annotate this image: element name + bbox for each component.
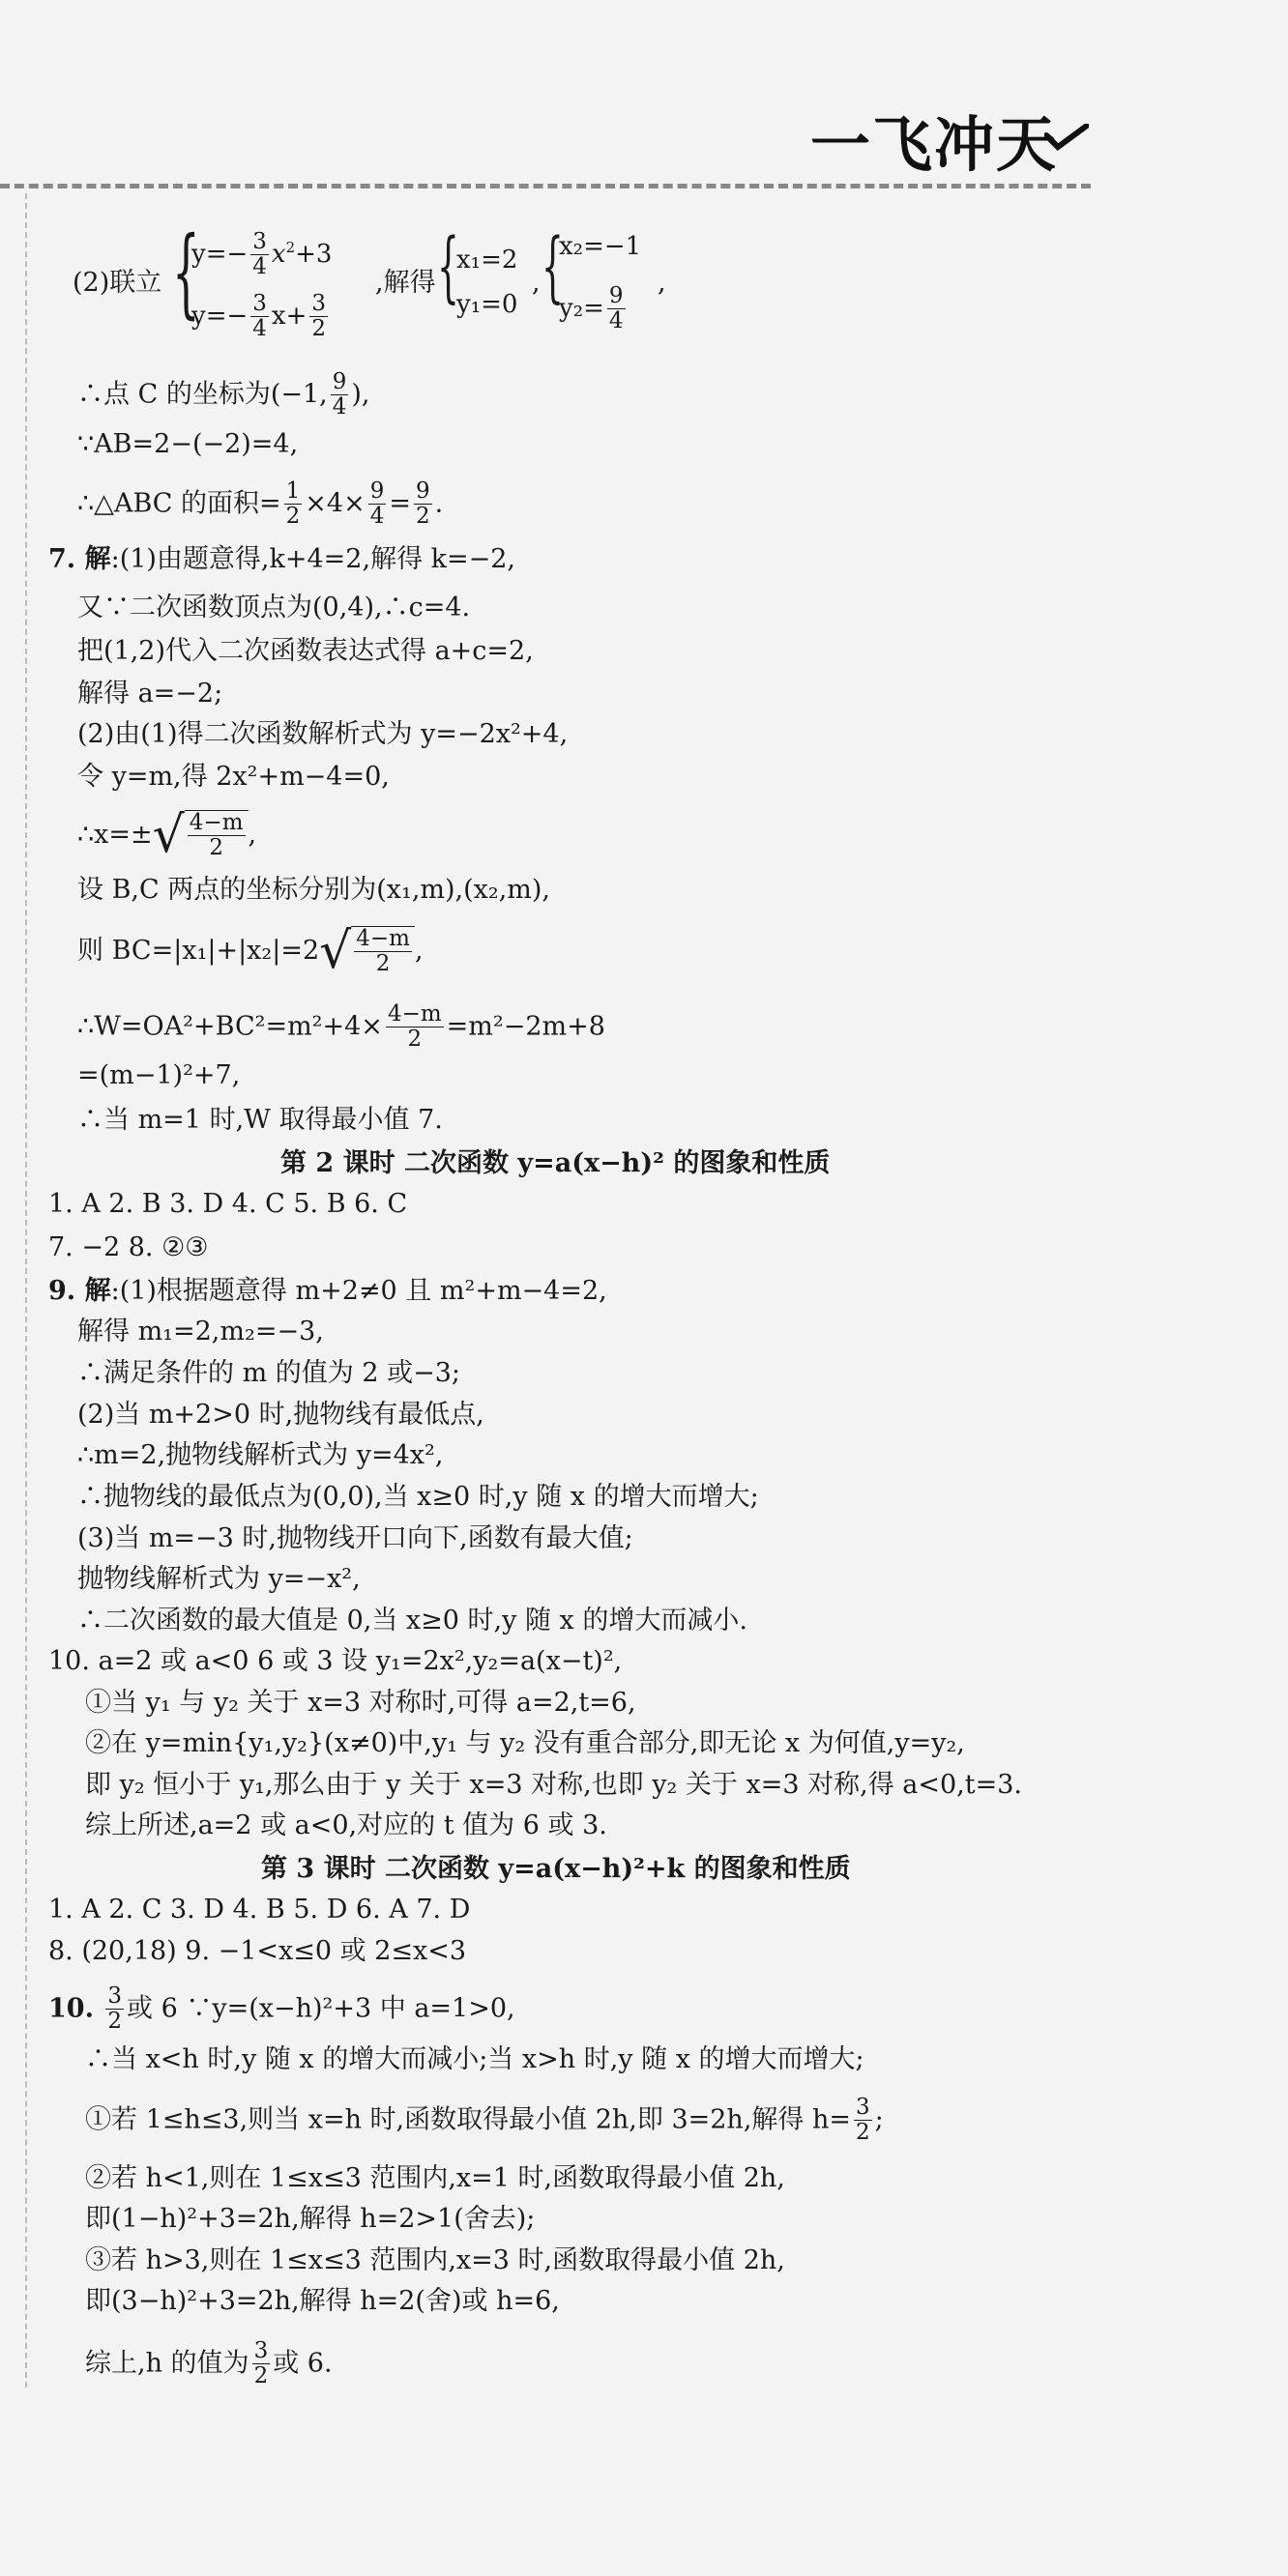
section-2-title: 第 2 课时 二次函数 y=a(x−h)² 的图象和性质 <box>280 1148 831 1178</box>
q7-line-5: (2)由(1)得二次函数解析式为 y=−2x²+4, <box>77 719 569 749</box>
sec3-q10-line-3: ①若 1≤h≤3,则当 x=h 时,函数取得最小值 2h,即 3=2h,解得 h= $\frac{3}{2}$ ; <box>85 2095 884 2146</box>
q7-line-8: 设 B,C 两点的坐标分别为(x₁,m),(x₂,m), <box>77 875 551 905</box>
q10-line-2: ①当 y₁ 与 y₂ 关于 x=3 对称时,可得 a=2,t=6, <box>85 1688 636 1718</box>
sec3-q10-line-4: ②若 h<1,则在 1≤x≤3 范围内,x=1 时,函数取得最小值 2h, <box>85 2163 785 2193</box>
comma: , <box>658 268 666 298</box>
q7-line-7: ∴x=± √ $\frac{4-m}{2}$ , <box>77 806 257 865</box>
section-3-title: 第 3 课时 二次函数 y=a(x−h)²+k 的图象和性质 <box>261 1854 851 1884</box>
q9-line-1: 9. 解:(1)根据题意得 m+2≠0 且 m²+m−4=2, <box>48 1276 607 1306</box>
q7-line-12: ∴当 m=1 时,W 取得最小值 7. <box>77 1105 443 1135</box>
q9-line-6: ∴抛物线的最低点为(0,0),当 x≥0 时,y 随 x 的增大而增大; <box>77 1482 759 1512</box>
solve-text: ,解得 <box>375 268 436 298</box>
header-divider <box>0 184 1091 188</box>
brand-logo: 一飞冲天 <box>810 109 1059 180</box>
q9-line-3: ∴满足条件的 m 的值为 2 或−3; <box>77 1358 461 1388</box>
q9-line-2: 解得 m₁=2,m₂=−3, <box>77 1317 324 1346</box>
q9-line-5: ∴m=2,抛物线解析式为 y=4x², <box>77 1440 444 1470</box>
sec2-answers-1: 1. A 2. B 3. D 4. C 5. B 6. C <box>48 1189 408 1219</box>
sec2-answers-2: 7. −2 8. ②③ <box>48 1232 209 1262</box>
q7-line-10: ∴W=OA²+BC²=m²+4× $\frac{4-m}{2}$ =m²−2m+8 <box>77 1001 605 1053</box>
q10-line-1: 10. a=2 或 a<0 6 或 3 设 y₁=2x²,y₂=a(x−t)², <box>48 1646 623 1676</box>
q7-line-9: 则 BC=|x₁|+|x₂|=2 √ $\frac{4-m}{2}$ , <box>77 922 424 981</box>
q10-line-3: ②在 y=min{y₁,y₂}(x≠0)中,y₁ 与 y₂ 没有重合部分,即无论 x 为何值,y=y₂, <box>85 1728 965 1758</box>
q7-line-3: 把(1,2)代入二次函数表达式得 a+c=2, <box>77 636 534 666</box>
sec3-q10-line-1: 10. $\frac{3}{2}$ 或 6 ∵y=(x−h)²+3 中 a=1>0, <box>48 1983 515 2035</box>
sec3-q10-line-7: 即(3−h)²+3=2h,解得 h=2(舍)或 h=6, <box>85 2286 560 2316</box>
brace-left-1: { <box>172 216 200 329</box>
sec3-q10-line-5: 即(1−h)²+3=2h,解得 h=2>1(舍去); <box>85 2204 536 2234</box>
brace-left-3: { <box>542 221 564 311</box>
q10-line-5: 综上所述,a=2 或 a<0,对应的 t 值为 6 或 3. <box>85 1810 607 1840</box>
q7-line-1: 7. 解:(1)由题意得,k+4=2,解得 k=−2, <box>48 544 516 574</box>
q7-line-2: 又∵二次函数顶点为(0,4),∴c=4. <box>77 593 471 622</box>
sec3-answers-1: 1. A 2. C 3. D 4. B 5. D 6. A 7. D <box>48 1895 471 1925</box>
binding-margin <box>25 193 27 2388</box>
ab-line: ∵AB=2−(−2)=4, <box>77 429 299 459</box>
point-c-line: ∴点 C 的坐标为(−1, $\frac{9}{4}$ ), <box>77 369 370 420</box>
area-line: ∴△ABC 的面积= $\frac{1}{2}$ ×4× $\frac{9}{4}$ = $\frac{9}{2}$ . <box>77 478 444 530</box>
q7-line-4: 解得 a=−2; <box>77 679 223 709</box>
q9-line-8: 抛物线解析式为 y=−x², <box>77 1564 361 1594</box>
system-eq-2: y=− $\frac{3}{4}$ x+ $\frac{3}{2}$ <box>191 291 326 342</box>
q9-line-9: ∴二次函数的最大值是 0,当 x≥0 时,y 随 x 的增大而减小. <box>77 1606 747 1635</box>
comma: , <box>532 268 541 298</box>
brace-left-2: { <box>437 221 459 311</box>
system-eq-1: y=− $\frac{3}{4}$ $x^2+3$ <box>191 229 333 280</box>
q7-line-11: =(m−1)²+7, <box>77 1060 241 1090</box>
sec3-answers-2: 8. (20,18) 9. −1<x≤0 或 2≤x<3 <box>48 1936 467 1966</box>
q10-line-4: 即 y₂ 恒小于 y₁,那么由于 y 关于 x=3 对称,也即 y₂ 关于 x=3 对称,得 a<0,t=3. <box>85 1770 1022 1800</box>
system-label: (2)联立 <box>73 268 162 298</box>
q7-line-6: 令 y=m,得 2x²+m−4=0, <box>77 762 390 792</box>
q9-line-4: (2)当 m+2>0 时,抛物线有最低点, <box>77 1400 484 1430</box>
sec3-q10-line-8: 综上,h 的值为 $\frac{3}{2}$ 或 6. <box>85 2338 333 2389</box>
solution-2-x: x₂=−1 <box>559 232 642 261</box>
solution-1-x: x₁=2 <box>456 246 518 275</box>
sec3-q10-line-2: ∴当 x<h 时,y 随 x 的增大而减小;当 x>h 时,y 随 x 的增大而增大; <box>85 2044 864 2074</box>
solution-2-y: y₂= $\frac{9}{4}$ <box>559 283 624 334</box>
solution-1-y: y₁=0 <box>456 290 518 319</box>
q9-line-7: (3)当 m=−3 时,抛物线开口向下,函数有最大值; <box>77 1523 633 1553</box>
check-mark-icon <box>1044 124 1089 151</box>
sec3-q10-line-6: ③若 h>3,则在 1≤x≤3 范围内,x=3 时,函数取得最小值 2h, <box>85 2245 785 2275</box>
